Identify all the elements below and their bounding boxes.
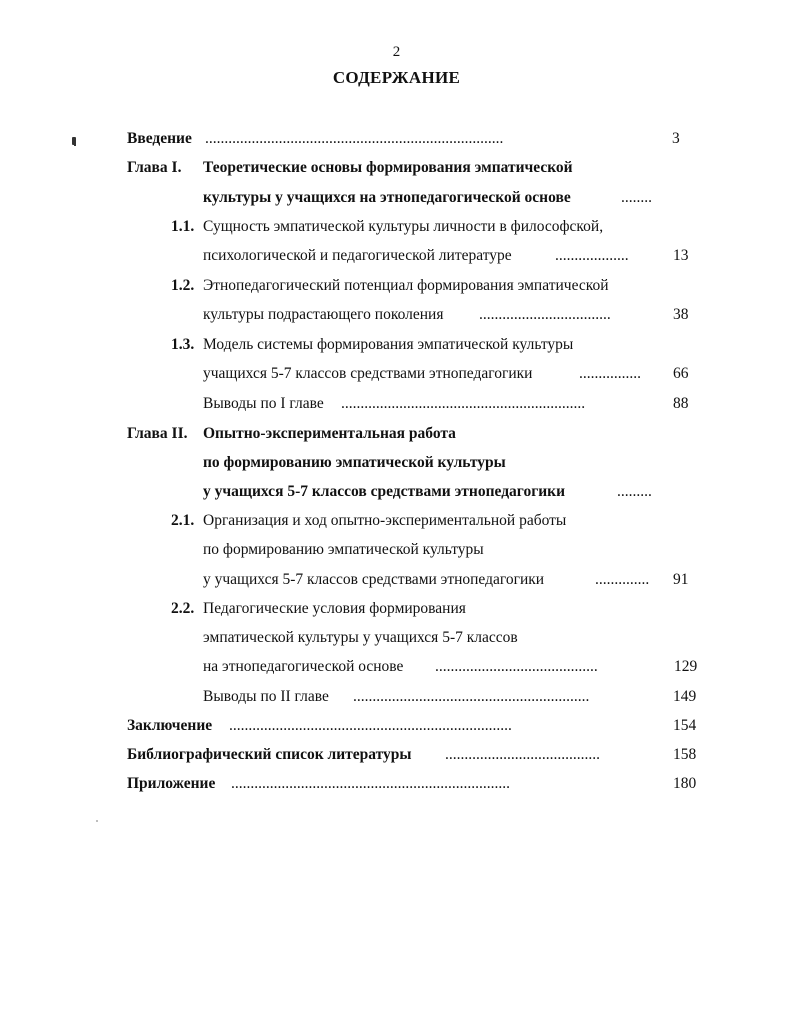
toc-leader-dots: ............................................................. — [353, 688, 590, 705]
toc-section-1-3-line1[interactable]: Модель системы формирования эмпатической культуры — [203, 336, 574, 353]
toc-chapter-2-title-line1[interactable]: Опытно-экспериментальная работа — [203, 425, 456, 442]
toc-entry-chapter-1[interactable] — [203, 187, 683, 209]
toc-leader-dots: ......... — [617, 483, 652, 500]
toc-section-1-2-line1[interactable]: Этнопедагогический потенциал формирования эмпатической — [203, 277, 609, 294]
toc-entry-title: Выводы по II главе — [203, 688, 329, 705]
toc-leader-dots: .......................................... — [435, 658, 598, 675]
toc-section-1-1-line1[interactable]: Сущность эмпатической культуры личности в философской, — [203, 218, 604, 235]
toc-section-2-2-line1[interactable]: Педагогические условия формирования — [203, 600, 466, 617]
toc-page-ref: 88 — [673, 395, 689, 412]
toc-entry-chapter-2[interactable] — [203, 481, 691, 503]
toc-chapter-2-title-line2[interactable]: по формированию эмпатической культуры — [203, 454, 506, 471]
toc-page-ref: 13 — [673, 247, 689, 264]
toc-chapter-1-label: Глава I. — [127, 159, 182, 176]
toc-entry-conclusion[interactable] — [127, 715, 701, 737]
toc-section-number: 2.1. — [171, 512, 195, 529]
toc-section-number: 1.3. — [171, 336, 195, 353]
toc-page-ref: 154 — [673, 717, 697, 734]
toc-leader-dots: ........................................ — [445, 746, 600, 763]
toc-entry-conclusions-2[interactable] — [203, 686, 701, 708]
toc-page-ref: 66 — [673, 365, 689, 382]
toc-section-number: 1.2. — [171, 277, 195, 294]
toc-chapter-1-title-line2: культуры у учащихся на этнопедагогической основе — [203, 189, 571, 206]
toc-entry-title: Приложение — [127, 775, 216, 792]
toc-section-2-2-line3: на этнопедагогической основе — [203, 658, 404, 675]
scan-mark-tail — [74, 143, 76, 146]
toc-section-2-2-line2[interactable]: эмпатической культуры у учащихся 5-7 классов — [203, 629, 518, 646]
toc-page-ref: 129 — [674, 658, 698, 675]
toc-section-2-1-line2[interactable]: по формированию эмпатической культуры — [203, 541, 484, 558]
toc-leader-dots: ........ — [621, 189, 652, 206]
scan-speck — [96, 820, 98, 822]
toc-entry-bibliography[interactable] — [127, 744, 701, 766]
toc-entry-conclusions-1[interactable] — [203, 393, 691, 415]
toc-entry-appendix[interactable] — [127, 773, 701, 795]
toc-leader-dots: ............................................................................. — [205, 130, 504, 147]
toc-page-ref: 38 — [673, 306, 689, 323]
toc-entry-section-1-1[interactable] — [203, 245, 691, 267]
toc-leader-dots: ................... — [555, 247, 629, 264]
toc-page-ref: 3 — [672, 130, 680, 147]
toc-chapter-2-title-line3: у учащихся 5-7 классов средствами этнопедагогики — [203, 483, 566, 500]
toc-section-1-2-line2: культуры подрастающего поколения — [203, 306, 444, 323]
toc-section-1-1-line2: психологической и педагогической литературе — [203, 247, 512, 264]
toc-section-1-3-line2: учащихся 5-7 классов средствами этнопедагогики — [203, 365, 533, 382]
toc-leader-dots: .............. — [595, 571, 650, 588]
toc-entry-title: Библиографический список литературы — [127, 746, 412, 763]
toc-chapter-2-label: Глава II. — [127, 425, 188, 442]
toc-page-ref: 149 — [673, 688, 697, 705]
toc-leader-dots: .................................. — [479, 306, 611, 323]
toc-entry-section-2-2[interactable] — [203, 656, 701, 678]
toc-section-number: 1.1. — [171, 218, 195, 235]
toc-entry-title: Заключение — [127, 717, 213, 734]
toc-leader-dots: ............................................................... — [341, 395, 586, 412]
toc-leader-dots: ......................................................................... — [229, 717, 512, 734]
page-number: 2 — [392, 44, 401, 60]
toc-entry-title: Выводы по I главе — [203, 395, 324, 412]
page-title: СОДЕРЖАНИЕ — [332, 68, 461, 87]
toc-section-2-1-line1[interactable]: Организация и ход опытно-экспериментальной работы — [203, 512, 567, 529]
toc-leader-dots: ........................................................................ — [231, 775, 510, 792]
toc-leader-dots: ................ — [579, 365, 641, 382]
toc-section-number: 2.2. — [171, 600, 195, 617]
toc-page-ref: 158 — [673, 746, 697, 763]
toc-section-2-1-line3: у учащихся 5-7 классов средствами этнопедагогики — [203, 571, 545, 588]
toc-entry-section-1-3[interactable] — [203, 363, 691, 385]
toc-chapter-1-title-line1[interactable]: Теоретические основы формирования эмпатической — [203, 159, 573, 176]
toc-entry-intro[interactable] — [127, 128, 683, 150]
toc-entry-title: Введение — [127, 130, 192, 147]
toc-entry-section-2-1[interactable] — [203, 569, 691, 591]
toc-page-ref: 91 — [673, 571, 689, 588]
toc-page-ref: 180 — [673, 775, 697, 792]
toc-entry-section-1-2[interactable] — [203, 304, 691, 326]
